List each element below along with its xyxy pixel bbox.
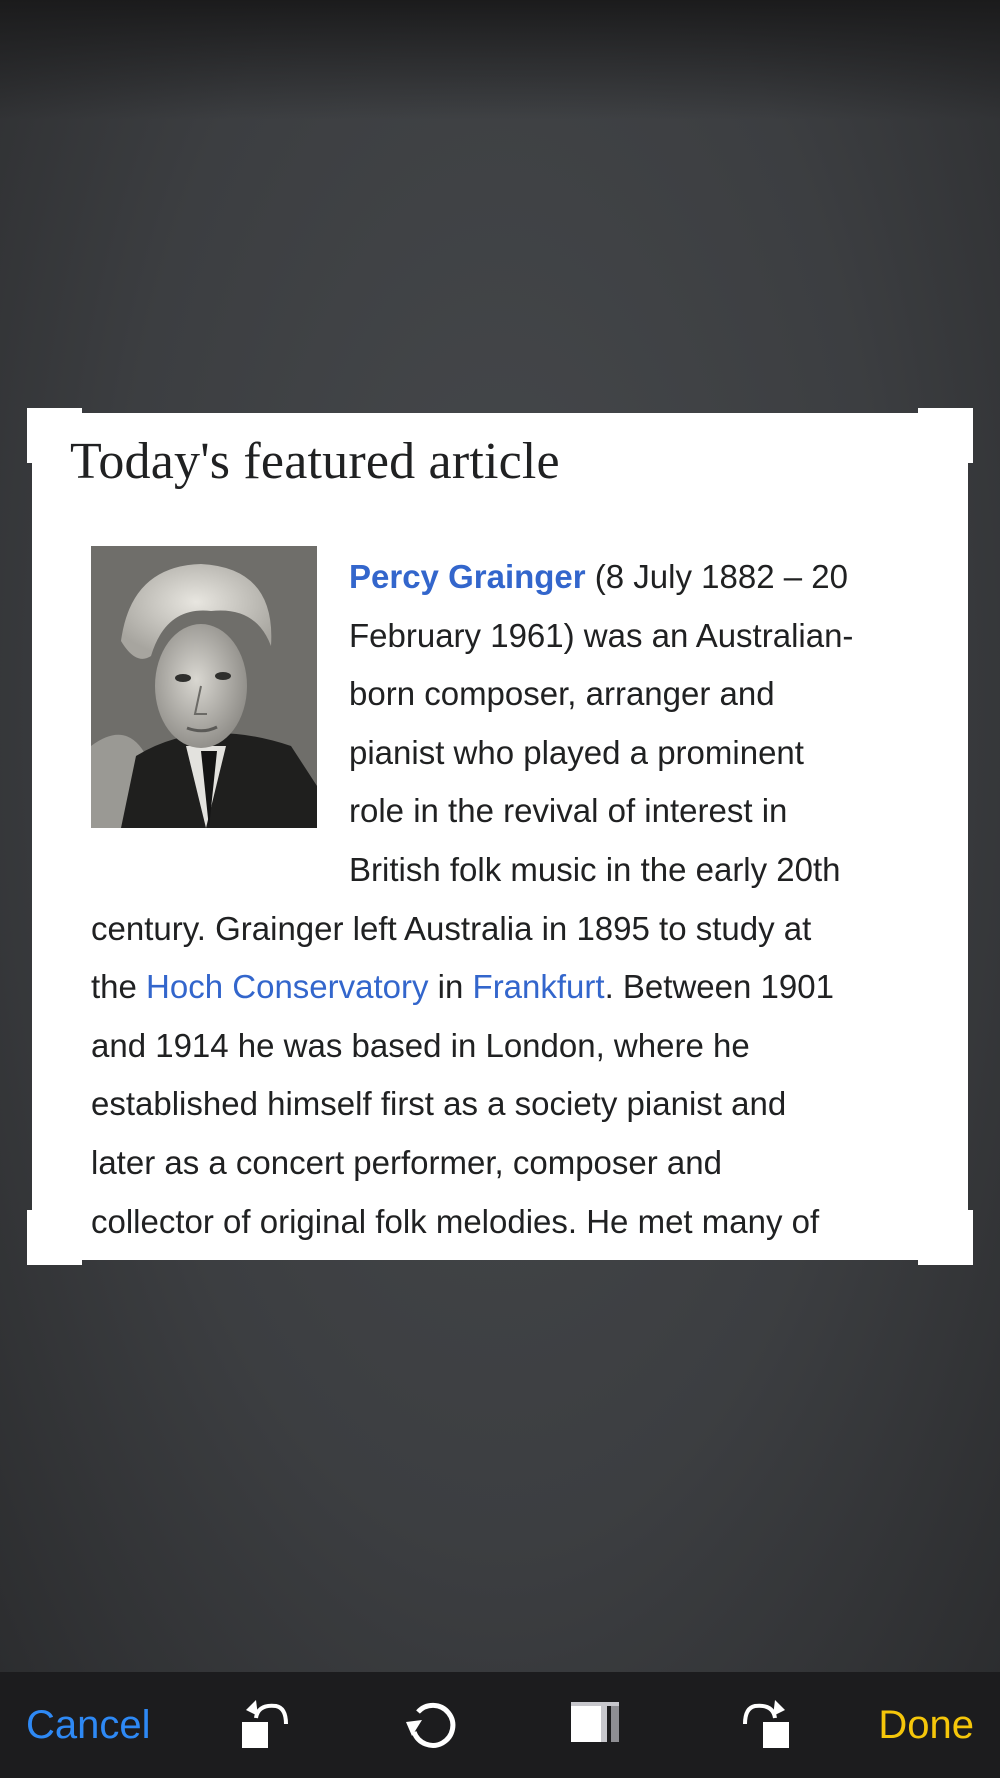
percy-grainger-link[interactable]: Percy Grainger bbox=[349, 558, 586, 595]
article-line: born composer, arranger and bbox=[349, 675, 775, 713]
crop-handle-top-right[interactable] bbox=[966, 408, 973, 463]
article-line: pianist who played a prominent bbox=[349, 733, 804, 771]
crop-handle-top-left[interactable] bbox=[27, 408, 34, 463]
crop-handle-bottom-right[interactable] bbox=[966, 1210, 973, 1265]
top-gradient bbox=[0, 0, 1000, 120]
article-line: the Hoch Conservatory in Frankfurt. Between 1901 bbox=[91, 968, 834, 1006]
done-button[interactable]: Done bbox=[878, 1700, 974, 1750]
article-line: and 1914 he was based in London, where he bbox=[91, 1026, 750, 1064]
article-line: established himself first as a society pianist and bbox=[91, 1085, 787, 1123]
article-line: collector of original folk melodies. He met many of bbox=[91, 1202, 820, 1240]
article-line: role in the revival of interest in bbox=[349, 792, 788, 830]
article-line: British folk music in the early 20th bbox=[349, 850, 841, 888]
rotate-right-icon[interactable] bbox=[733, 1692, 799, 1758]
rotate-left-icon[interactable] bbox=[232, 1692, 298, 1758]
article-heading: Today's featured article bbox=[70, 433, 560, 490]
crop-handle-bottom-left[interactable] bbox=[27, 1210, 34, 1265]
article-body bbox=[91, 548, 921, 1251]
article-line: later as a concert performer, composer and bbox=[91, 1143, 722, 1181]
crop-handle-bottom-left[interactable] bbox=[27, 1258, 82, 1265]
article-line: February 1961) was an Australian- bbox=[349, 616, 854, 654]
reset-rotation-icon[interactable] bbox=[400, 1692, 466, 1758]
crop-handle-top-left[interactable] bbox=[27, 408, 82, 415]
frankfurt-link[interactable]: Frankfurt bbox=[472, 968, 605, 1006]
article-line: century. Grainger left Australia in 1895 to study at bbox=[91, 909, 812, 947]
article-line: Percy Grainger (8 July 1882 – 20 bbox=[349, 558, 848, 595]
aspect-ratio-icon[interactable] bbox=[565, 1692, 631, 1758]
crop-handle-bottom-right[interactable] bbox=[918, 1258, 973, 1265]
cancel-button[interactable]: Cancel bbox=[26, 1700, 151, 1750]
crop-handle-top-right[interactable] bbox=[918, 408, 973, 415]
edit-toolbar bbox=[0, 1672, 1000, 1778]
hoch-conservatory-link[interactable]: Hoch Conservatory bbox=[146, 968, 429, 1006]
